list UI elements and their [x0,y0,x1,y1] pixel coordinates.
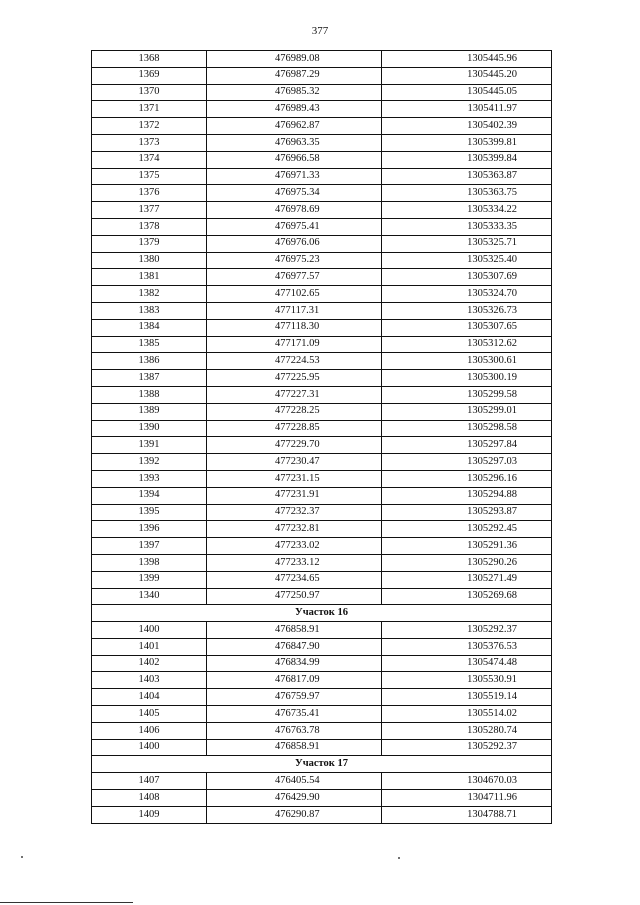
x-coordinate-cell: 477229.70 [207,437,382,454]
x-coordinate-cell: 476977.57 [207,269,382,286]
x-coordinate-cell: 476735.41 [207,706,382,723]
table-row [92,806,552,823]
x-coordinate-cell: 476759.97 [207,689,382,706]
point-number-cell: 1375 [92,168,207,185]
y-coordinate-cell: 1305514.02 [382,706,552,723]
point-number-cell: 1400 [92,739,207,756]
table-row [92,672,552,689]
point-number-cell: 1378 [92,218,207,235]
table-row [92,67,552,84]
table-row [92,235,552,252]
point-number-cell: 1340 [92,588,207,605]
x-coordinate-cell: 476858.91 [207,739,382,756]
table-row [92,118,552,135]
y-coordinate-cell: 1305399.81 [382,134,552,151]
y-coordinate-cell: 1305300.19 [382,370,552,387]
y-coordinate-cell: 1305269.68 [382,588,552,605]
table-row [92,202,552,219]
x-coordinate-cell: 476858.91 [207,622,382,639]
x-coordinate-cell: 477232.37 [207,504,382,521]
table-row [92,185,552,202]
table-row [92,554,552,571]
point-number-cell: 1406 [92,722,207,739]
y-coordinate-cell: 1305297.84 [382,437,552,454]
table-row [92,790,552,807]
y-coordinate-cell: 1305297.03 [382,454,552,471]
x-coordinate-cell: 476985.32 [207,84,382,101]
x-coordinate-cell: 477250.97 [207,588,382,605]
table-row [92,319,552,336]
y-coordinate-cell: 1305363.75 [382,185,552,202]
y-coordinate-cell: 1305325.40 [382,252,552,269]
table-row [92,420,552,437]
table-row [92,571,552,588]
y-coordinate-cell: 1305411.97 [382,101,552,118]
y-coordinate-cell: 1305294.88 [382,487,552,504]
scan-speck [21,856,23,858]
y-coordinate-cell: 1305290.26 [382,554,552,571]
point-number-cell: 1400 [92,622,207,639]
y-coordinate-cell: 1305334.22 [382,202,552,219]
point-number-cell: 1383 [92,302,207,319]
x-coordinate-cell: 477233.12 [207,554,382,571]
point-number-cell: 1408 [92,790,207,807]
table-row [92,353,552,370]
point-number-cell: 1379 [92,235,207,252]
point-number-cell: 1386 [92,353,207,370]
x-coordinate-cell: 476975.34 [207,185,382,202]
table-row [92,336,552,353]
y-coordinate-cell: 1305333.35 [382,218,552,235]
y-coordinate-cell: 1304711.96 [382,790,552,807]
y-coordinate-cell: 1305445.96 [382,51,552,68]
x-coordinate-cell: 477231.15 [207,470,382,487]
point-number-cell: 1391 [92,437,207,454]
x-coordinate-cell: 476834.99 [207,655,382,672]
table-row [92,655,552,672]
y-coordinate-cell: 1305271.49 [382,571,552,588]
table-row [92,437,552,454]
table-row [92,403,552,420]
point-number-cell: 1398 [92,554,207,571]
point-number-cell: 1372 [92,118,207,135]
x-coordinate-cell: 477233.02 [207,538,382,555]
section-header-row [92,605,552,622]
table-row [92,470,552,487]
y-coordinate-cell: 1305324.70 [382,286,552,303]
table-row [92,101,552,118]
y-coordinate-cell: 1305445.05 [382,84,552,101]
point-number-cell: 1396 [92,521,207,538]
x-coordinate-cell: 477228.25 [207,403,382,420]
table-row [92,538,552,555]
table-row [92,689,552,706]
page-number: 377 [311,25,329,37]
y-coordinate-cell: 1305299.58 [382,386,552,403]
x-coordinate-cell: 477224.53 [207,353,382,370]
table-row [92,286,552,303]
table-row [92,487,552,504]
table-row [92,773,552,790]
y-coordinate-cell: 1305445.20 [382,67,552,84]
point-number-cell: 1385 [92,336,207,353]
section-header: Участок 17 [92,756,552,773]
point-number-cell: 1392 [92,454,207,471]
y-coordinate-cell: 1305474.48 [382,655,552,672]
y-coordinate-cell: 1305300.61 [382,353,552,370]
table-row [92,134,552,151]
x-coordinate-cell: 476405.54 [207,773,382,790]
section-header-row [92,756,552,773]
point-number-cell: 1402 [92,655,207,672]
x-coordinate-cell: 476989.08 [207,51,382,68]
point-number-cell: 1393 [92,470,207,487]
x-coordinate-cell: 476975.23 [207,252,382,269]
x-coordinate-cell: 477117.31 [207,302,382,319]
y-coordinate-cell: 1304670.03 [382,773,552,790]
y-coordinate-cell: 1305399.84 [382,151,552,168]
table-row [92,218,552,235]
point-number-cell: 1382 [92,286,207,303]
point-number-cell: 1397 [92,538,207,555]
x-coordinate-cell: 477225.95 [207,370,382,387]
point-number-cell: 1371 [92,101,207,118]
point-number-cell: 1401 [92,638,207,655]
point-number-cell: 1409 [92,806,207,823]
y-coordinate-cell: 1305312.62 [382,336,552,353]
x-coordinate-cell: 476989.43 [207,101,382,118]
table-row [92,504,552,521]
y-coordinate-cell: 1305293.87 [382,504,552,521]
y-coordinate-cell: 1305292.37 [382,622,552,639]
point-number-cell: 1403 [92,672,207,689]
x-coordinate-cell: 476962.87 [207,118,382,135]
scan-speck [398,857,400,859]
point-number-cell: 1405 [92,706,207,723]
y-coordinate-cell: 1305376.53 [382,638,552,655]
table-row [92,302,552,319]
y-coordinate-cell: 1305325.71 [382,235,552,252]
x-coordinate-cell: 476966.58 [207,151,382,168]
x-coordinate-cell: 477227.31 [207,386,382,403]
y-coordinate-cell: 1304788.71 [382,806,552,823]
y-coordinate-cell: 1305298.58 [382,420,552,437]
x-coordinate-cell: 476847.90 [207,638,382,655]
table-row [92,51,552,68]
point-number-cell: 1387 [92,370,207,387]
y-coordinate-cell: 1305307.65 [382,319,552,336]
point-number-cell: 1389 [92,403,207,420]
footnote-rule [0,902,133,903]
x-coordinate-cell: 476429.90 [207,790,382,807]
point-number-cell: 1395 [92,504,207,521]
point-number-cell: 1376 [92,185,207,202]
table-row [92,638,552,655]
x-coordinate-cell: 476975.41 [207,218,382,235]
y-coordinate-cell: 1305530.91 [382,672,552,689]
x-coordinate-cell: 476978.69 [207,202,382,219]
x-coordinate-cell: 477232.81 [207,521,382,538]
point-number-cell: 1374 [92,151,207,168]
table-row [92,706,552,723]
x-coordinate-cell: 477230.47 [207,454,382,471]
point-number-cell: 1380 [92,252,207,269]
point-number-cell: 1399 [92,571,207,588]
y-coordinate-cell: 1305296.16 [382,470,552,487]
table-row [92,84,552,101]
x-coordinate-cell: 476976.06 [207,235,382,252]
section-header: Участок 16 [92,605,552,622]
point-number-cell: 1373 [92,134,207,151]
x-coordinate-cell: 477118.30 [207,319,382,336]
x-coordinate-cell: 477231.91 [207,487,382,504]
table-row [92,521,552,538]
coordinates-table [91,50,552,824]
y-coordinate-cell: 1305280.74 [382,722,552,739]
point-number-cell: 1394 [92,487,207,504]
point-number-cell: 1384 [92,319,207,336]
point-number-cell: 1368 [92,51,207,68]
table-row [92,168,552,185]
table-row [92,252,552,269]
table-row [92,722,552,739]
coordinates-table-body [92,51,552,824]
y-coordinate-cell: 1305292.37 [382,739,552,756]
y-coordinate-cell: 1305402.39 [382,118,552,135]
point-number-cell: 1381 [92,269,207,286]
y-coordinate-cell: 1305363.87 [382,168,552,185]
y-coordinate-cell: 1305291.36 [382,538,552,555]
y-coordinate-cell: 1305292.45 [382,521,552,538]
point-number-cell: 1404 [92,689,207,706]
x-coordinate-cell: 476987.29 [207,67,382,84]
table-row [92,386,552,403]
point-number-cell: 1369 [92,67,207,84]
y-coordinate-cell: 1305299.01 [382,403,552,420]
table-row [92,370,552,387]
point-number-cell: 1377 [92,202,207,219]
point-number-cell: 1388 [92,386,207,403]
table-row [92,622,552,639]
x-coordinate-cell: 477234.65 [207,571,382,588]
point-number-cell: 1370 [92,84,207,101]
x-coordinate-cell: 476963.35 [207,134,382,151]
x-coordinate-cell: 477102.65 [207,286,382,303]
y-coordinate-cell: 1305519.14 [382,689,552,706]
x-coordinate-cell: 476290.87 [207,806,382,823]
y-coordinate-cell: 1305326.73 [382,302,552,319]
x-coordinate-cell: 477171.09 [207,336,382,353]
y-coordinate-cell: 1305307.69 [382,269,552,286]
table-row [92,151,552,168]
x-coordinate-cell: 476971.33 [207,168,382,185]
table-row [92,588,552,605]
point-number-cell: 1407 [92,773,207,790]
table-row [92,739,552,756]
x-coordinate-cell: 476763.78 [207,722,382,739]
point-number-cell: 1390 [92,420,207,437]
table-row [92,454,552,471]
x-coordinate-cell: 477228.85 [207,420,382,437]
x-coordinate-cell: 476817.09 [207,672,382,689]
table-row [92,269,552,286]
